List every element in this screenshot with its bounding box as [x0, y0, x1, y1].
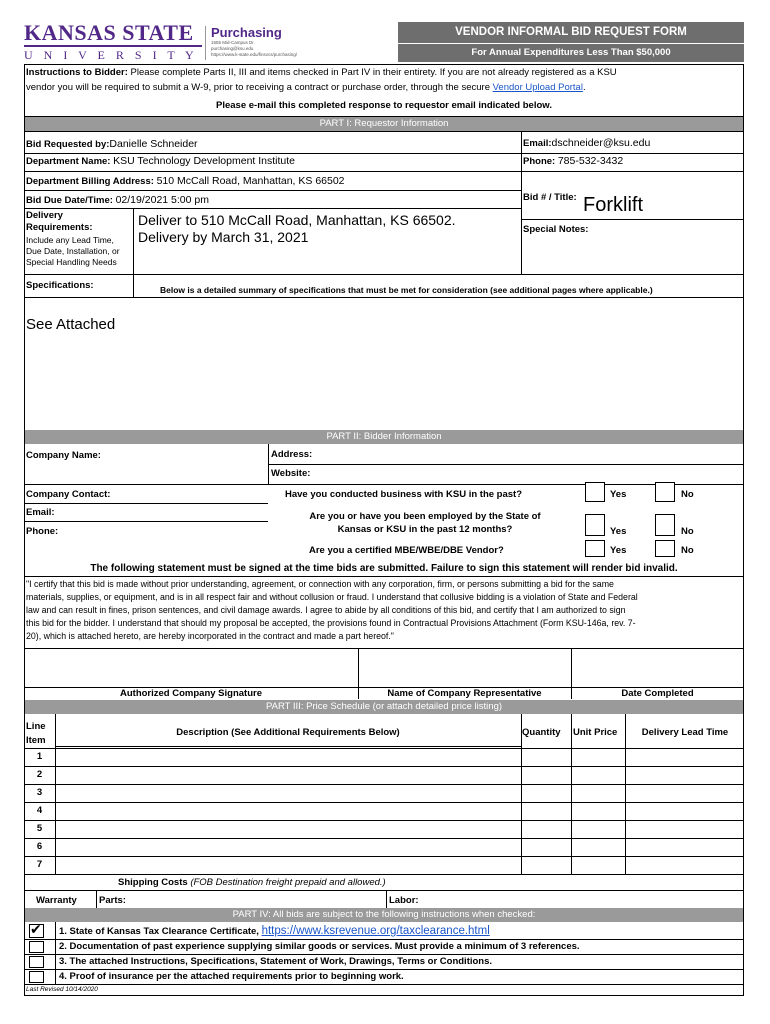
email-note: Please e-mail this completed response to requestor email indicated below.: [216, 100, 552, 111]
cert-line3: law and can result in fines, prison sentences, and civil damage awards. I agree to abide by all conditions of this bid, and certify that I am authorized to sign: [26, 605, 626, 615]
statement-heading: The following statement must be signed at the time bids are submitted. Failure to sign this statement will render bid invalid.: [90, 563, 678, 574]
special-notes-label: Special Notes:: [523, 224, 589, 235]
price-row-lead-time[interactable]: [626, 749, 744, 766]
rule: [133, 274, 134, 297]
delivery-label2: Requirements:: [26, 222, 93, 233]
price-row-unit-price[interactable]: [572, 857, 625, 874]
part2-title: PART II: Bidder Information: [24, 430, 744, 444]
logo-divider: [24, 45, 202, 47]
purchasing-title: Purchasing: [211, 25, 282, 40]
part4-title: PART IV: All bids are subject to the following instructions when checked:: [24, 908, 744, 922]
price-row-number: 6: [36, 841, 43, 852]
billing-value[interactable]: 510 McCall Road, Manhattan, KS 66502: [156, 175, 345, 187]
q2-no-checkbox[interactable]: [655, 514, 675, 536]
shipping-label: Shipping Costs: [118, 877, 188, 888]
item1-row: [59, 925, 490, 937]
rule: [24, 576, 744, 577]
rule: [386, 890, 387, 908]
question-employed: [270, 510, 580, 536]
instructions-label: Instructions to Bidder:: [26, 67, 128, 78]
cert-line1: "I certify that this bid is made without prior understanding, agreement, or connection with any corporation, firm, or persons submitting a bid for the same: [26, 579, 614, 589]
item4-text: 4. Proof of insurance per the attached requirements prior to beginning work.: [59, 971, 404, 982]
delivery-small2: Due Date, Installation, or: [26, 246, 120, 256]
price-row-description[interactable]: [56, 785, 521, 802]
bidno-value[interactable]: Forklift: [583, 194, 643, 216]
bid-requested-value[interactable]: Danielle Schneider: [109, 138, 198, 150]
rule: [24, 297, 744, 298]
email-row: [523, 137, 650, 149]
representative-field[interactable]: [359, 649, 570, 687]
dept-row: [26, 155, 295, 167]
rule: [268, 464, 744, 465]
price-row-lead-time[interactable]: [626, 821, 744, 838]
price-row-description[interactable]: [56, 857, 521, 874]
certification-text: [26, 578, 746, 643]
price-row-unit-price[interactable]: [572, 803, 625, 820]
bidno-row: [523, 192, 577, 203]
signature-label: Authorized Company Signature: [120, 688, 262, 699]
date-completed-label: Date Completed: [621, 688, 694, 699]
rule: [24, 939, 744, 940]
q1-no-checkbox[interactable]: [655, 482, 675, 502]
form-title: VENDOR INFORMAL BID REQUEST FORM: [398, 22, 744, 43]
q2-line1: Are you or have you been employed by the State of: [309, 511, 541, 522]
q3-yes-label: Yes: [610, 545, 627, 556]
cert-line5: 20), which is attached hereto, are hereby incorporated in the contract and made a part hereof.": [26, 631, 394, 641]
phone-row: [523, 155, 623, 167]
vendor-upload-portal-link[interactable]: Vendor Upload Portal: [492, 82, 583, 93]
rule: [24, 890, 744, 891]
price-row-quantity[interactable]: [522, 749, 571, 766]
item3-checkbox[interactable]: [29, 956, 44, 968]
bidder-email-label: Email:: [26, 507, 55, 518]
item2-checkbox[interactable]: [29, 941, 44, 953]
spec-value[interactable]: See Attached: [26, 316, 116, 333]
bid-requested-label: Bid Requested by:: [26, 139, 110, 150]
price-row-quantity[interactable]: [522, 821, 571, 838]
cert-line2: materials, supplies, or equipment, and is in all respect fair and without collusion or fraud. I understand that collusive bidding is a violation of State and Federal: [26, 592, 638, 602]
part1-title: PART I: Requestor Information: [24, 117, 744, 131]
price-row-number: 3: [36, 787, 43, 798]
shipping-note: (FOB Destination freight prepaid and allowed.): [190, 877, 386, 888]
col-description: Description (See Additional Requirements Below): [176, 727, 400, 738]
purchasing-line2: purchasing@ksu.edu: [211, 46, 254, 51]
price-row-rule: [24, 874, 744, 875]
rule: [24, 171, 744, 172]
rule: [24, 153, 744, 154]
col-line-item-1: Line: [26, 721, 46, 732]
rule: [521, 219, 744, 220]
logo-university: U N I V E R S I T Y: [24, 48, 198, 62]
form-subtitle: For Annual Expenditures Less Than $50,000: [398, 43, 744, 62]
price-row-quantity[interactable]: [522, 803, 571, 820]
delivery-small1: Include any Lead Time,: [26, 235, 114, 245]
q1-yes-label: Yes: [610, 489, 627, 500]
logo-kansas-state: KANSAS STATE: [24, 20, 194, 45]
price-row-number: 5: [36, 823, 43, 834]
price-row-unit-price[interactable]: [572, 749, 625, 766]
col-unit-price: Unit Price: [573, 727, 618, 738]
question-past-business: Have you conducted business with KSU in the past?: [285, 489, 523, 500]
price-row-lead-time[interactable]: [626, 803, 744, 820]
rule: [521, 131, 522, 274]
ksu-logo: [24, 22, 204, 62]
representative-label: Name of Company Representative: [387, 688, 542, 699]
q2-line2: Kansas or KSU in the past 12 months?: [337, 524, 513, 535]
q3-no-label: No: [681, 545, 694, 556]
q3-no-checkbox[interactable]: [655, 540, 675, 557]
bid-requested-row: [26, 138, 198, 150]
cert-line4: this bid for the bidder. I understand that should my proposal be accepted, the provisions found in Contractual Provisions Attachment (Form KSU-146a, rev. 7-: [26, 618, 636, 628]
price-row-description[interactable]: [56, 767, 521, 784]
logo-separator: [205, 26, 206, 60]
price-row-description[interactable]: [56, 803, 521, 820]
rule: [24, 190, 521, 191]
shipping-row: [118, 877, 386, 888]
instructions-line1: [26, 67, 617, 78]
price-row-description[interactable]: [56, 749, 521, 766]
phone-value[interactable]: 785-532-3432: [557, 155, 624, 167]
rule: [24, 521, 268, 522]
price-row-quantity[interactable]: [522, 857, 571, 874]
rule: [24, 969, 744, 970]
email-value[interactable]: dschneider@ksu.edu: [551, 137, 651, 149]
item4-checkbox[interactable]: [29, 971, 44, 983]
bidder-phone-label: Phone:: [26, 526, 59, 537]
rule: [24, 503, 268, 504]
price-row-unit-price[interactable]: [572, 767, 625, 784]
price-row-number: 2: [36, 769, 43, 780]
rule: [24, 954, 744, 955]
phone-label: Phone:: [523, 156, 556, 167]
rule: [24, 131, 744, 132]
due-value[interactable]: 02/19/2021 5:00 pm: [115, 194, 209, 206]
col-line-item-2: Item: [26, 735, 46, 746]
price-row-unit-price[interactable]: [572, 785, 625, 802]
price-row-lead-time[interactable]: [626, 767, 744, 784]
price-row-number: 4: [36, 805, 43, 816]
dept-value[interactable]: KSU Technology Development Institute: [113, 155, 296, 167]
price-row-number: 1: [36, 751, 43, 762]
delivery-value2: Delivery by March 31, 2021: [138, 229, 309, 245]
due-label: Bid Due Date/Time:: [26, 195, 113, 206]
item3-text: 3. The attached Instructions, Specifications, Statement of Work, Drawings, Terms or Conditions.: [59, 956, 493, 967]
signature-field[interactable]: [25, 649, 357, 687]
labor-label: Labor:: [389, 895, 419, 906]
parts-label: Parts:: [99, 895, 126, 906]
rule: [55, 922, 56, 984]
price-row-lead-time[interactable]: [626, 785, 744, 802]
delivery-label1: Delivery: [26, 210, 63, 221]
q2-no-label: No: [681, 526, 694, 537]
bidno-label: Bid # / Title:: [523, 192, 577, 203]
price-row-description[interactable]: [56, 839, 521, 856]
delivery-label-block: [26, 210, 120, 268]
item1-checkmark: ✔: [30, 922, 42, 938]
dept-label: Department Name:: [26, 156, 111, 167]
email-label: Email:: [523, 138, 552, 149]
delivery-value1: Deliver to 510 McCall Road, Manhattan, KS 66502.: [138, 212, 456, 228]
purchasing-line1: 1555 Mid-Campus Dr.: [211, 40, 255, 45]
rule: [24, 116, 744, 117]
spec-note: Below is a detailed summary of specifications that must be met for consideration (see additional pages where applicable.): [160, 285, 653, 295]
q2-yes-label: Yes: [610, 526, 627, 537]
address-label: Address:: [271, 449, 313, 460]
item2-text: 2. Documentation of past experience supplying similar goods or services. Must provide a minimum of 3 references.: [59, 941, 580, 952]
due-row: [26, 194, 209, 206]
q1-no-label: No: [681, 489, 694, 500]
warranty-label: Warranty: [36, 895, 77, 906]
col-lead-time: Delivery Lead Time: [641, 727, 729, 738]
part3-title: PART III: Price Schedule (or attach detailed price listing): [24, 700, 744, 714]
tax-clearance-link[interactable]: https://www.ksrevenue.org/taxclearance.html: [261, 925, 490, 937]
q3-yes-checkbox[interactable]: [585, 540, 605, 557]
website-label: Website:: [271, 468, 311, 479]
date-completed-field[interactable]: [572, 649, 743, 687]
purchasing-line3: https://www.k-state.edu/finsvcs/purchasing/: [211, 52, 298, 57]
price-row-quantity[interactable]: [522, 839, 571, 856]
item1-text: 1. State of Kansas Tax Clearance Certificate,: [59, 926, 259, 937]
col-quantity: Quantity: [522, 727, 561, 738]
price-row-quantity[interactable]: [522, 767, 571, 784]
q1-yes-checkbox[interactable]: [585, 482, 605, 502]
rule: [24, 274, 744, 275]
instructions-line2: [26, 82, 586, 93]
rule: [24, 208, 521, 209]
question-mbe: Are you a certified MBE/WBE/DBE Vendor?: [309, 545, 504, 556]
q2-yes-checkbox[interactable]: [585, 514, 605, 536]
price-row-lead-time[interactable]: [626, 857, 744, 874]
purchasing-block: [211, 26, 391, 58]
instructions-period: .: [582, 82, 586, 93]
rule: [24, 484, 744, 485]
rule: [133, 208, 134, 274]
rule: [96, 890, 97, 908]
price-row-description[interactable]: [56, 821, 521, 838]
instructions-text2: vendor you will be required to submit a W-9, prior to receiving a contract or purchase order, through the secure: [26, 82, 490, 93]
company-name-label: Company Name:: [26, 450, 101, 461]
instructions-text1: Please complete Parts II, III and items checked in Part IV in their entirety. If you are not already registered as a KSU: [130, 67, 617, 78]
company-contact-label: Company Contact:: [26, 489, 111, 500]
last-revised: Last Revised 10/14/2020: [26, 986, 98, 993]
col-line-item: [26, 720, 46, 748]
price-row-unit-price[interactable]: [572, 821, 625, 838]
price-row-quantity[interactable]: [522, 785, 571, 802]
price-row-lead-time[interactable]: [626, 839, 744, 856]
specifications-label: Specifications:: [26, 280, 94, 291]
rule: [55, 746, 521, 747]
delivery-value-block[interactable]: [138, 212, 456, 246]
price-row-unit-price[interactable]: [572, 839, 625, 856]
billing-row: [26, 175, 345, 187]
billing-label: Department Billing Address:: [26, 176, 154, 187]
price-row-number: 7: [36, 859, 43, 870]
rule: [24, 984, 744, 985]
delivery-small3: Special Handling Needs: [26, 257, 117, 267]
